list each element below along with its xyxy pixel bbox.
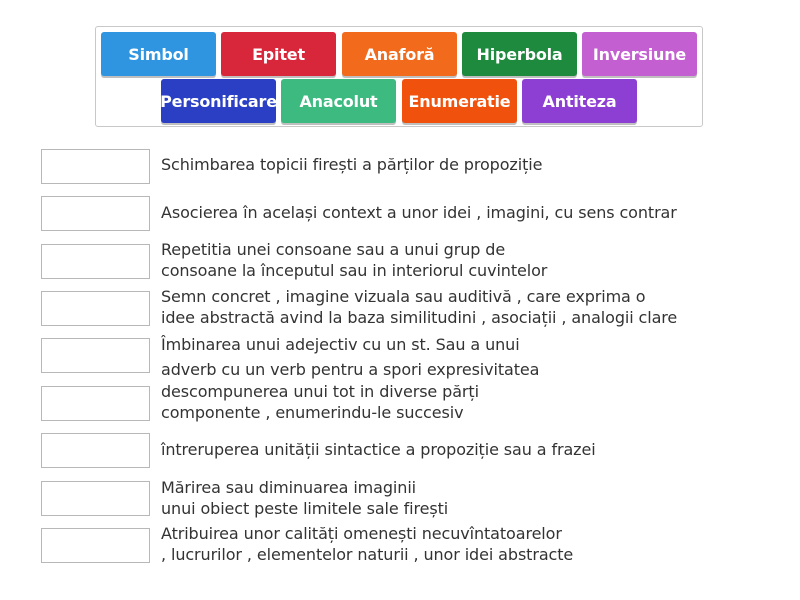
definition-line: Repetitia unei consoane sau a unui grup de <box>161 240 506 259</box>
definition-line: Semn concret , imagine vizuala sau auditivă , care exprima o <box>161 287 646 306</box>
tile-inversiune[interactable]: Inversiune <box>582 32 697 76</box>
definition-line: descompunerea unui tot in diverse părți <box>161 382 479 401</box>
definition-5 <box>161 334 761 380</box>
answer-tile-bank <box>95 26 703 127</box>
definition-line: Mărirea sau diminuarea imaginii <box>161 478 417 497</box>
tile-hiperbola[interactable]: Hiperbola <box>462 32 577 76</box>
definition-line: Schimbarea topicii firești a părților de propoziție <box>161 155 543 174</box>
drop-slot-7[interactable] <box>41 433 150 468</box>
definition-line: , lucrurilor , elementelor naturii , unor idei abstracte <box>161 545 574 564</box>
definition-9 <box>161 523 761 565</box>
definition-line: idee abstractă avind la baza similitudini , asociații , analogii clare <box>161 308 678 327</box>
definition-4 <box>161 286 761 328</box>
drop-slot-1[interactable] <box>41 149 150 184</box>
definition-1 <box>161 154 761 175</box>
definition-8 <box>161 477 761 519</box>
definition-line: Îmbinarea unui adejectiv cu un st. Sau a unui <box>161 335 520 354</box>
tile-epitet[interactable]: Epitet <box>221 32 336 76</box>
tile-personificare[interactable]: Personificare <box>161 79 276 123</box>
drop-slot-4[interactable] <box>41 291 150 326</box>
definition-7 <box>161 439 761 460</box>
definition-line: componente , enumerindu-le succesiv <box>161 403 464 422</box>
definition-line: Asocierea în același context a unor idei , imagini, cu sens contrar <box>161 203 677 222</box>
definition-3 <box>161 239 761 281</box>
tile-antiteza[interactable]: Antiteza <box>522 79 637 123</box>
definition-2 <box>161 202 761 223</box>
drop-slot-5[interactable] <box>41 338 150 373</box>
tile-simbol[interactable]: Simbol <box>101 32 216 76</box>
drop-slot-3[interactable] <box>41 244 150 279</box>
drop-slot-8[interactable] <box>41 481 150 516</box>
drop-slot-6[interactable] <box>41 386 150 421</box>
drop-slot-9[interactable] <box>41 528 150 563</box>
definition-line: unui obiect peste limitele sale firești <box>161 499 449 518</box>
definition-line: Atribuirea unor calități omenești necuvîntatoarelor <box>161 524 562 543</box>
tile-enumeratie[interactable]: Enumeratie <box>402 79 517 123</box>
drop-slot-2[interactable] <box>41 196 150 231</box>
definition-line: adverb cu un verb pentru a spori expresivitatea <box>161 360 540 379</box>
definition-line: întreruperea unității sintactice a propoziție sau a frazei <box>161 440 596 459</box>
definition-line: consoane la începutul sau in interiorul cuvintelor <box>161 261 548 280</box>
definition-6 <box>161 381 761 423</box>
tile-anacolut[interactable]: Anacolut <box>281 79 396 123</box>
tile-anafora[interactable]: Anaforă <box>342 32 457 76</box>
